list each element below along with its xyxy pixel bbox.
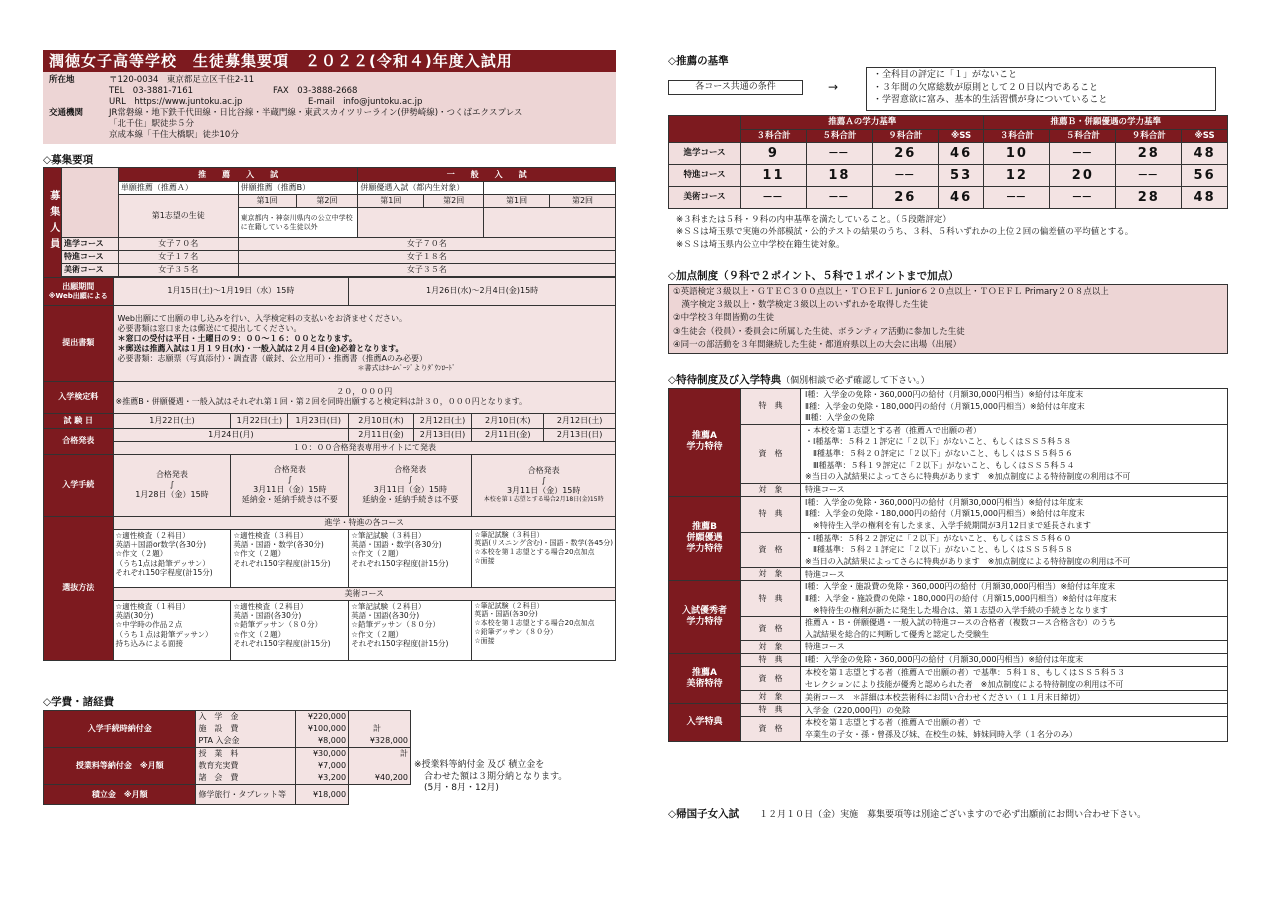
wave-icon: ∫ bbox=[541, 476, 546, 486]
tokutai-line: 特進コース bbox=[805, 484, 845, 494]
criteria-value: ── bbox=[806, 143, 872, 165]
proc-top: 合格発表 bbox=[527, 466, 560, 476]
note-line: 合わせた額は３期分納となります。 bbox=[424, 771, 568, 782]
sel-line: ☆作文（２題） bbox=[351, 629, 403, 639]
side-label: 募集人員 bbox=[44, 168, 62, 278]
tokutai-group-label: 入学特典 bbox=[669, 704, 741, 741]
exam-date: 2月10日(木) bbox=[472, 413, 544, 428]
access-line: 京成本線「千住大橋駅」徒歩10分 bbox=[109, 130, 239, 140]
tokutai-value bbox=[801, 691, 1228, 704]
capacity: 女子３５名 bbox=[118, 264, 238, 277]
criteria-value: 56 bbox=[1182, 165, 1228, 187]
fees-table bbox=[43, 710, 411, 805]
tokutai-key: 特 典 bbox=[741, 389, 801, 425]
cond-line: ・３年間の欠席総数が原則として２０日以内であること bbox=[873, 82, 1099, 93]
capacity: 女子１７名 bbox=[118, 251, 238, 264]
katen-list bbox=[668, 284, 1228, 354]
note-line: (5月・8月・12月) bbox=[424, 783, 499, 794]
tokutai-key: 資 格 bbox=[741, 617, 801, 641]
wave-icon: ∫ bbox=[169, 480, 175, 489]
selection-subhead: 進学・特進の各コース bbox=[113, 516, 615, 529]
docs-line: 必要書類は窓口または郵送にて提出してください。 bbox=[117, 323, 302, 333]
section-title: ◇特待制度及び入学特典 bbox=[668, 374, 782, 386]
result-date: 1月24日(月) bbox=[113, 428, 349, 441]
katen-item: ①英語検定３級以上・ＧＴＥＣ３００点以上・ＴＯＥＦＬ Junior６２０点以上・ＴＯＥＦＬ Primary２０８点以上 bbox=[673, 287, 1109, 297]
cond-line: ・学習意欲に富み、基本的生活習慣が身についていること bbox=[873, 95, 1108, 106]
tokutai-line: 推薦Ａ・Ｂ・併願優遇・一般入試の特進コースの合格者（複数コース合格含む）のうち bbox=[805, 618, 1117, 628]
round-label: 第1回 bbox=[238, 195, 296, 208]
tokutai-key: 特 典 bbox=[741, 581, 801, 617]
sel-line: 英語・国語(各30分) bbox=[233, 610, 302, 620]
sel-line: それぞれ150字程度(計15分) bbox=[351, 639, 449, 648]
sel-line: ☆鉛筆デッサン（８０分） bbox=[351, 620, 440, 630]
fee-total-label: 計 bbox=[349, 748, 411, 773]
docs-line: 必要書類：志願票（写真添付）・調査書（厳封、公立用可）・推薦書（推薦Aのみ必要） bbox=[117, 353, 427, 363]
criteria-value: 10 bbox=[984, 143, 1050, 165]
course-label: 進学コース bbox=[61, 238, 118, 251]
round-label: 第1回 bbox=[358, 195, 424, 208]
heigan-yugu-label: 併願優遇入試（都内生対象） bbox=[358, 182, 484, 195]
tokutai-line: Ⅲ種：入学金の免除 bbox=[805, 413, 875, 423]
sel-line: （うち1点は鉛筆デッサン） bbox=[115, 558, 210, 568]
tokutai-key: 対 象 bbox=[741, 568, 801, 581]
section-title: ◇加点制度（９科で２ポイント、５科で１ポイントまで加点） bbox=[668, 270, 959, 282]
tokutai-line: Ⅰ種：入学金・施設費の免除・360,000円の給付（月額30,000円相当）※給付は年度末 bbox=[805, 582, 1116, 592]
tokutai-group-label: 入試優秀者 学力特待 bbox=[669, 581, 741, 654]
common-cond-label: 各コース共通の条件 bbox=[668, 80, 803, 95]
criteria-value: ── bbox=[1116, 165, 1182, 187]
criteria-value: 18 bbox=[806, 165, 872, 187]
proc-note: 延納金・延納手続きは不要 bbox=[241, 495, 338, 504]
criteria-notes bbox=[676, 214, 1133, 251]
common-conditions bbox=[866, 67, 1216, 111]
tokutai-table bbox=[668, 388, 1228, 742]
fee-value: ¥8,000 bbox=[296, 735, 349, 748]
fee-item: 入 学 金 bbox=[196, 711, 296, 724]
fee-item: PTA 入会金 bbox=[196, 735, 296, 748]
address-label: 所在地 bbox=[49, 75, 75, 85]
tokutai-line: 卒業生の子女・孫・曾孫及び妹、在校生の妹、姉妹同時入学（１名分のみ） bbox=[805, 730, 1077, 740]
wave-icon: ∫ bbox=[408, 475, 413, 484]
fee-item: 修学旅行・タブレット等 bbox=[196, 785, 296, 805]
col-header: ９科合計 bbox=[1116, 129, 1182, 143]
round-label: 第2回 bbox=[296, 195, 358, 208]
round-label: 第1回 bbox=[484, 195, 550, 208]
tokutai-value bbox=[801, 654, 1228, 667]
katen-item: ②中学校３年間皆勤の生徒 bbox=[673, 313, 775, 324]
katen-item: ③生徒会（役員）・委員会に所属した生徒、ボランティア活動に参加した生徒 bbox=[673, 326, 965, 337]
col-header: ９科合計 bbox=[872, 129, 938, 143]
kikoku-label: ◇帰国子女入試 bbox=[668, 808, 740, 820]
tokutai-value bbox=[801, 568, 1228, 581]
proc-top: 合格発表 bbox=[394, 465, 427, 474]
tokutai-line: ※特待生入学の権利を有したまま、入学手続期間が3月12日まで延長されます bbox=[805, 520, 1091, 530]
criteria-value: 12 bbox=[984, 165, 1050, 187]
kikoku-line bbox=[668, 808, 1146, 821]
col-header: ※SS bbox=[1182, 129, 1228, 143]
fee-value: ¥30,000 bbox=[296, 748, 349, 761]
col-header: ５科合計 bbox=[1050, 129, 1116, 143]
page-title: 潤徳女子高等学校 生徒募集要項 ２０２２(令和４)年度入試用 bbox=[43, 50, 616, 72]
fee-item: 授 業 料 bbox=[196, 748, 296, 761]
criteria-value: 53 bbox=[938, 165, 984, 187]
fee-note: ※推薦B・併願優遇・一般入試はそれぞれ第１回・第２回を同時出願すると検定料は計３０，０００円となります。 bbox=[115, 397, 528, 406]
tokutai-line: 入学金（220,000円）の免除 bbox=[805, 705, 911, 715]
sel-line: ☆筆記試験（３科目） bbox=[474, 530, 544, 539]
section-note: （個別相談で必ず確認して下さい。） bbox=[781, 376, 930, 386]
url-link[interactable]: URL https://www.juntoku.ac.jp bbox=[109, 97, 243, 107]
capacity: 女子３５名 bbox=[238, 264, 615, 277]
tokutai-heading bbox=[668, 374, 930, 387]
criteria-value: 11 bbox=[741, 165, 807, 187]
col-header: ※SS bbox=[938, 129, 984, 143]
note-line: ※授業料等納付金 及び 積立金を bbox=[414, 760, 545, 770]
capacity: 女子１８名 bbox=[238, 251, 615, 264]
tokutai-line: Ⅲ種基準：５科１９評定に「２以下」がないこと、もしくはＳＳ５科５４ bbox=[805, 460, 1075, 470]
section-title: ◇募集要項 bbox=[43, 154, 94, 166]
tokutai-line: 本校を第１志望とする者（推薦Ａで出願の者）で基準：５科１８、もしくはＳＳ５科５３ bbox=[805, 668, 1125, 678]
tokutai-key: 資 格 bbox=[741, 532, 801, 568]
criteria-a-header: 推薦Ａの学力基準 bbox=[741, 116, 984, 130]
note-line: ※ＳＳは埼玉県内公立中学校在籍生徒対象。 bbox=[676, 239, 845, 250]
fax: FAX 03-3888-2668 bbox=[273, 86, 358, 96]
docs-label: 提出書類 bbox=[44, 305, 114, 381]
sel-line: それぞれ150字程度(計15分) bbox=[115, 568, 213, 577]
exam-date: 2月12日(土) bbox=[413, 413, 472, 428]
course-label: 特進コース bbox=[669, 165, 741, 187]
tangan-label: 単願推薦（推薦Ａ） bbox=[118, 182, 238, 195]
tel: TEL 03-3881-7161 bbox=[109, 86, 194, 96]
tokutai-group-label: 推薦B 併願優遇 学力特待 bbox=[669, 496, 741, 581]
fee-group-label: 授業料等納付金 ※月額 bbox=[44, 748, 196, 785]
tokutai-line: Ⅰ種：入学金の免除・360,000円の給付（月額30,000円相当）※給付は年度末 bbox=[805, 497, 1084, 507]
period-label: 出願期間 bbox=[62, 281, 95, 291]
tokutai-value bbox=[801, 389, 1228, 425]
fee-group-label: 入学手続時納付金 bbox=[44, 711, 196, 748]
heigan-label: 併願推薦（推薦B） bbox=[238, 182, 358, 195]
tokutai-line: Ⅱ種：入学金の免除・180,000円の給付（月額15,000円相当）※給付は年度末 bbox=[805, 509, 1085, 519]
criteria-value: ── bbox=[806, 187, 872, 209]
ippan-header: 一 般 入 試 bbox=[358, 168, 616, 182]
proc-deadline: 3月11日（金）15時 bbox=[506, 486, 581, 496]
criteria-value: 28 bbox=[1116, 143, 1182, 165]
tokutai-key: 特 典 bbox=[741, 704, 801, 717]
sel-line: それぞれ150字程度(計15分) bbox=[351, 558, 449, 568]
tokutai-key: 資 格 bbox=[741, 717, 801, 741]
criteria-value: 46 bbox=[938, 143, 984, 165]
sel-line: ☆適性検査（１科目） bbox=[115, 601, 190, 611]
criteria-value: 28 bbox=[1116, 187, 1182, 209]
sel-line: ☆筆記試験（２科目） bbox=[474, 601, 544, 610]
result-date: 2月11日(金) bbox=[472, 428, 544, 441]
tokutai-line: 入試結果を総合的に判断して優秀と認定した受験生 bbox=[805, 629, 989, 639]
exam-date: 2月12日(土) bbox=[544, 413, 616, 428]
tokutai-line: Ⅱ種：入学金の免除・180,000円の給付（月額15,000円相当）※給付は年度末 bbox=[805, 401, 1085, 411]
tokutai-key: 特 典 bbox=[741, 654, 801, 667]
tokutai-line: 特進コース bbox=[805, 569, 845, 579]
sel-line: ☆鉛筆デッサン（８０分） bbox=[474, 627, 558, 636]
exam-label: 試 験 日 bbox=[44, 413, 114, 428]
tokutai-key: 資 格 bbox=[741, 667, 801, 691]
result-date: 2月13日(日) bbox=[544, 428, 616, 441]
docs-line: ＊郵送は推薦入試は１月１９日(水)・一般入試は２月４日(金)必着となります。 bbox=[117, 343, 404, 353]
criteria-value: ── bbox=[984, 187, 1050, 209]
suisen-header: 推 薦 入 試 bbox=[118, 168, 358, 182]
katen-item: ④同一の部活動を３年間継続した生徒・都道府県以上の大会に出場（出展） bbox=[673, 339, 962, 350]
sel-line: ☆作文（２題） bbox=[115, 549, 168, 559]
fees-note bbox=[414, 760, 567, 795]
sel-line: 英語・国語(各30分) bbox=[351, 610, 420, 620]
tokutai-value bbox=[801, 717, 1228, 741]
fee-item: 施 設 費 bbox=[196, 723, 296, 735]
tokutai-value bbox=[801, 704, 1228, 717]
criteria-value: 9 bbox=[741, 143, 807, 165]
proc-label: 入学手続 bbox=[44, 454, 114, 516]
kikoku-text: １２月１０日（金）実施 募集要項等は別途ございますので必ず出願前にお問い合わせ下さい。 bbox=[759, 810, 1147, 820]
heigan-condition: 東京都内・神奈川県内の公立中学校に在籍している生徒以外 bbox=[238, 208, 358, 238]
fee-value: ¥18,000 bbox=[296, 785, 349, 805]
email-link[interactable]: E-mail info@juntoku.ac.jp bbox=[308, 97, 423, 107]
period-ippan: 1月26日(水)～2月4日(金)15時 bbox=[349, 277, 616, 305]
sel-line: 英語＋国語or数学(各30分) bbox=[115, 539, 207, 549]
sel-line: （うち１点は鉛筆デッサン） bbox=[115, 629, 213, 639]
sel-line: それぞれ150字程度(計15分) bbox=[233, 639, 331, 648]
period-note: ※Web出願による bbox=[48, 291, 108, 300]
fee-value: ¥7,000 bbox=[296, 760, 349, 772]
tokutai-value bbox=[801, 617, 1228, 641]
sel-line: 持ち込みによる面接 bbox=[115, 639, 184, 648]
fee-value: ¥220,000 bbox=[296, 711, 349, 724]
tokutai-line: ・本校を第１志望とする者（推薦Ａで出願の者） bbox=[805, 425, 981, 435]
result-note: １０：００合格発表専用サイトにて発表 bbox=[113, 441, 615, 454]
result-label: 合格発表 bbox=[44, 428, 114, 454]
period-suisen: 1月15日(土)～1月19日（水）15時 bbox=[113, 277, 349, 305]
tokutai-key: 対 象 bbox=[741, 641, 801, 654]
sel-line: 英語・国語・数学(各30分) bbox=[233, 539, 324, 549]
criteria-value: ── bbox=[872, 165, 938, 187]
criteria-value: 48 bbox=[1182, 187, 1228, 209]
fee-total: ¥40,200 bbox=[349, 772, 411, 785]
selection-label: 選抜方法 bbox=[44, 516, 114, 660]
access-line: JR常磐線・地下鉄千代田線・日比谷線・半蔵門線・東武スカイツリーライン(伊勢崎線)・つくばエクスプレス bbox=[109, 108, 523, 118]
col-header: ３科合計 bbox=[741, 129, 807, 143]
address: 〒120-0034 東京都足立区千住2-11 bbox=[109, 75, 255, 85]
proc-top: 合格発表 bbox=[273, 465, 306, 474]
tokutai-line: 特進コース bbox=[805, 642, 845, 652]
access-label: 交通機関 bbox=[49, 108, 84, 118]
tokutai-value bbox=[801, 581, 1228, 617]
fee-total: ¥328,000 bbox=[369, 736, 408, 745]
tokutai-value bbox=[801, 496, 1228, 532]
tokutai-line: ※特待生の権利が新たに発生した場合は、第１志望の入学手続の手続きとなります bbox=[805, 605, 1108, 615]
result-date: 2月13日(日) bbox=[413, 428, 472, 441]
tokutai-value bbox=[801, 483, 1228, 496]
col-header: ３科合計 bbox=[984, 129, 1050, 143]
sel-line: 英語・国語(各30分) bbox=[474, 610, 538, 619]
criteria-table bbox=[668, 115, 1228, 209]
tokutai-key: 対 象 bbox=[741, 691, 801, 704]
sel-line: ☆適性検査（３科目） bbox=[233, 530, 308, 540]
col-header: ５科合計 bbox=[806, 129, 872, 143]
wave-icon: ∫ bbox=[287, 475, 292, 484]
course-label: 特進コース bbox=[61, 251, 118, 264]
criteria-value: 48 bbox=[1182, 143, 1228, 165]
tokutai-value bbox=[801, 667, 1228, 691]
sel-line: 英語・国語・数学(各30分) bbox=[351, 539, 442, 549]
tokutai-value bbox=[801, 532, 1228, 568]
tokutai-group-label: 推薦A 美術特待 bbox=[669, 654, 741, 704]
sel-line: ☆作文（２題） bbox=[233, 549, 286, 559]
sel-line: 英語(30分) bbox=[115, 610, 154, 620]
docs-line: ＊書式はﾎｰﾑﾍﾟｰｼﾞよりﾀﾞｳﾝﾛｰﾄﾞ bbox=[357, 363, 456, 372]
sel-line: ☆本校を第１志望とする場合20点加点 bbox=[474, 619, 595, 627]
selection-subhead: 美術コース bbox=[113, 587, 615, 600]
proc-deadline: 3月11日（金）15時 bbox=[253, 485, 327, 494]
access-line: 「北千住」駅徒歩５分 bbox=[109, 119, 195, 129]
school-info bbox=[43, 72, 616, 144]
tokutai-line: Ⅱ種基準：５科２０評定に「２以下」がないこと、もしくはＳＳ５科５６ bbox=[805, 448, 1073, 458]
criteria-b-header: 推薦Ｂ・併願優遇の学力基準 bbox=[984, 116, 1228, 130]
tokutai-line: 美術コース ＊詳細は本校芸術科にお問い合わせください（１１月末日締切） bbox=[805, 692, 1085, 702]
capacity: 女子７０名 bbox=[238, 238, 615, 251]
tokutai-line: ・Ⅰ種基準：５科２２評定に「２以下」がないこと、もしくはＳＳ５科６０ bbox=[805, 533, 1072, 543]
exam-date: 1月22日(土) bbox=[113, 413, 231, 428]
criteria-value: 20 bbox=[1050, 165, 1116, 187]
sel-line: ☆面接 bbox=[474, 556, 495, 565]
proc-deadline: 3月11日（金）15時 bbox=[373, 485, 448, 494]
tokutai-line: Ⅱ種：入学金・施設費の免除・180,000円の給付（月額15,000円相当）※給付は年度末 bbox=[805, 593, 1117, 603]
sel-line: 英語(リスニング含む)・国語・数学(各45分) bbox=[474, 539, 613, 548]
course-label: 美術コース bbox=[669, 187, 741, 209]
docs-line: ＊窓口の受付は平日・土曜日の９：００～１６：００となります。 bbox=[117, 333, 357, 343]
tokutai-line: Ⅰ種：入学金の免除・360,000円の給付（月額30,000円相当）※給付は年度末 bbox=[805, 390, 1084, 399]
fee-item: 教育充実費 bbox=[196, 760, 296, 772]
result-date: 2月11日(金) bbox=[349, 428, 413, 441]
tokutai-line: Ⅰ種：入学金の免除・360,000円の給付（月額30,000円相当）※給付は年度末 bbox=[805, 655, 1084, 665]
tokutai-value bbox=[801, 641, 1228, 654]
tokutai-line: 本校を第１志望とする者（推薦Ａで出願の者）で bbox=[805, 718, 981, 728]
fee-value: ¥100,000 bbox=[296, 723, 349, 735]
exam-date: 1月23日(日) bbox=[288, 413, 349, 428]
capacity: 女子７０名 bbox=[118, 238, 238, 251]
tokutai-key: 特 典 bbox=[741, 496, 801, 532]
criteria-value: ── bbox=[1050, 187, 1116, 209]
fee-label: 入学検定料 bbox=[44, 381, 114, 413]
cond-line: ・全科目の評定に「１」がないこと bbox=[873, 70, 1018, 80]
sel-line: ☆作文（２題） bbox=[351, 549, 403, 559]
fee-item: 諸 会 費 bbox=[196, 772, 296, 785]
section-title: ◇学費・諸経費 bbox=[43, 696, 115, 708]
sel-line: ☆筆記試験（３科目） bbox=[351, 530, 426, 540]
criteria-value: 46 bbox=[938, 187, 984, 209]
arrow-icon: → bbox=[828, 80, 839, 94]
proc-top: 合格発表 bbox=[155, 470, 188, 479]
exam-date: 1月22日(土) bbox=[231, 413, 288, 428]
round-label: 第2回 bbox=[550, 195, 616, 208]
fee-amount: ２０，０００円 bbox=[336, 387, 393, 396]
tokutai-line: Ⅱ種基準：５科２１評定に「２以下」がないこと、もしくはＳＳ５科５８ bbox=[805, 545, 1073, 555]
course-label: 進学コース bbox=[669, 143, 741, 165]
proc-note: 本校を第１志望とする場合2月18日(金)15時 bbox=[483, 496, 604, 504]
total-label-top: 計 bbox=[373, 724, 381, 733]
proc-deadline: 1月28日（金）15時 bbox=[135, 490, 209, 499]
sel-line: ☆本校を第１志望とする場合20点加点 bbox=[474, 548, 595, 556]
tokutai-line: ・Ⅰ種基準：５科２１評定に「２以下」がないこと、もしくはＳＳ５科５８ bbox=[805, 437, 1072, 447]
criteria-value: 26 bbox=[872, 187, 938, 209]
section-title: ◇推薦の基準 bbox=[668, 55, 729, 67]
criteria-value: ── bbox=[1050, 143, 1116, 165]
round-label: 第2回 bbox=[424, 195, 484, 208]
shibou-label: 第1志望の生徒 bbox=[118, 195, 238, 238]
criteria-value: 26 bbox=[872, 143, 938, 165]
tokutai-group-label: 推薦A 学力特待 bbox=[669, 389, 741, 497]
tokutai-value bbox=[801, 424, 1228, 483]
sel-line: それぞれ150字程度(計15分) bbox=[233, 558, 331, 568]
proc-note: 延納金・延納手続きは不要 bbox=[362, 495, 459, 504]
sel-line: ☆作文（２題） bbox=[233, 629, 286, 639]
sel-line: ☆筆記試験（２科目） bbox=[351, 601, 426, 611]
tokutai-line: セレクションにより技能が優秀と認められた者 ※加点制度による特待制度の利用は不可 bbox=[805, 679, 1124, 689]
recruit-table bbox=[43, 167, 616, 661]
tokutai-key: 資 格 bbox=[741, 424, 801, 483]
fee-group-label: 積立金 ※月額 bbox=[44, 785, 196, 805]
sel-line: ☆適性検査（２科目） bbox=[115, 530, 190, 540]
docs-line: Web出願にて出願の申し込みを行い、入学検定料の支払いをお済ませください。 bbox=[117, 313, 407, 323]
katen-item: 漢字検定３級以上・数学検定３級以上のいずれかを取得した生徒 bbox=[673, 300, 929, 311]
fee-value: ¥3,200 bbox=[296, 772, 349, 785]
sel-line: ☆中学時の作品２点 bbox=[115, 620, 183, 630]
tokutai-line: ※当日の入試結果によってさらに特典があります ※加点制度による特待制度の利用は不可 bbox=[805, 472, 1131, 482]
tokutai-key: 対 象 bbox=[741, 483, 801, 496]
note-line: ※ＳＳは埼玉県で実施の外部模試・公的テストの結果のうち、３科、５科いずれかの上位２回の偏差値の平均値とする。 bbox=[676, 227, 1134, 238]
course-label: 美術コース bbox=[61, 264, 118, 277]
tokutai-line: ※当日の入試結果によってさらに特典があります ※加点制度による特待制度の利用は不可 bbox=[805, 556, 1131, 566]
exam-date: 2月10日(木) bbox=[349, 413, 413, 428]
note-line: ※３科または５科・９科の内申基準を満たしていること。（５段階評定） bbox=[676, 215, 951, 225]
criteria-value: ── bbox=[741, 187, 807, 209]
sel-line: ☆面接 bbox=[474, 636, 495, 645]
sel-line: ☆適性検査（２科目） bbox=[233, 601, 308, 611]
sel-line: ☆鉛筆デッサン（８０分） bbox=[233, 620, 323, 630]
